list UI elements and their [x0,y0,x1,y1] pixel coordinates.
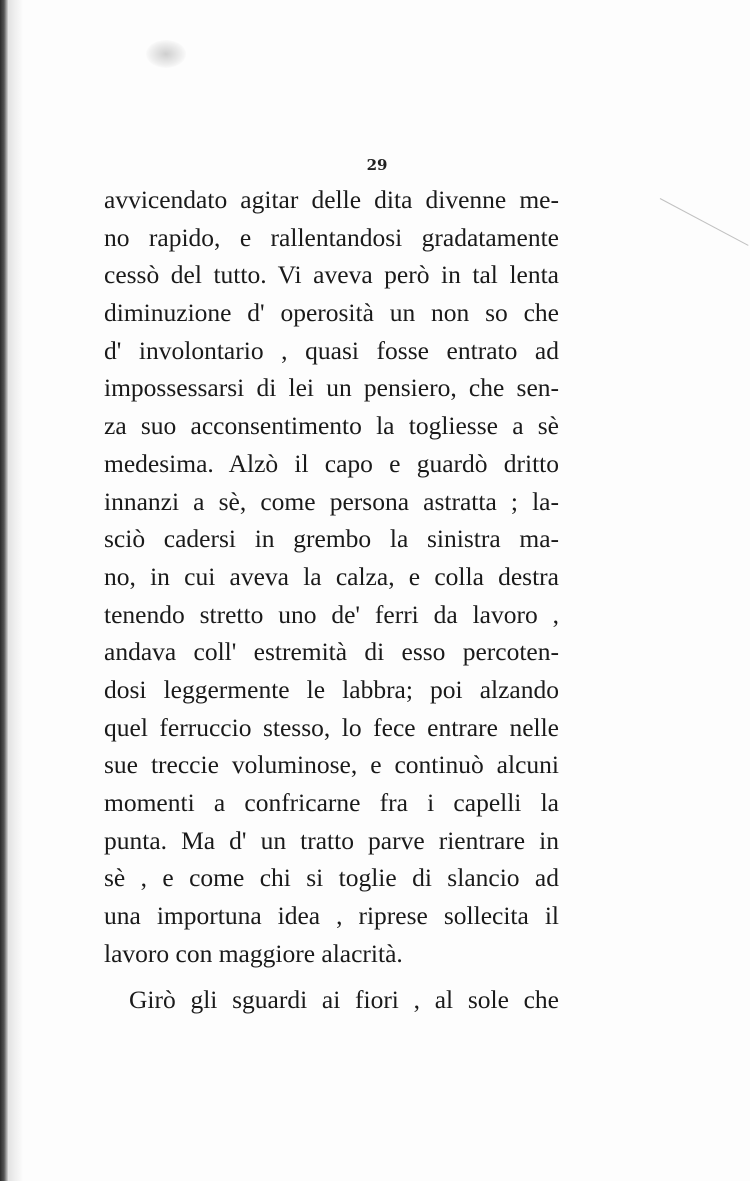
text-line: medesima. Alzò il capo e guardò dritto [104,448,559,478]
paragraph-end-line: lavoro con maggiore alacrità. [104,938,403,968]
text-line: una importuna idea , riprese sollecita il [104,901,559,931]
text-line: avvicendato agitar delle dita divenne me- [104,185,559,214]
text-line: za suo acconsentimento la togliesse a sè [104,411,559,441]
text-line: momenti a confricarne fra i capelli la [104,788,559,817]
text-line: sciò cadersi in grembo la sinistra ma- [104,524,559,554]
text-line: dosi leggermente le labbra; poi alzando [104,674,559,704]
text-line: quel ferruccio stesso, lo fece entrare nelle [104,712,559,742]
text-line: punta. Ma d' un tratto parve rientrare in [104,825,559,855]
text-line: sue treccie voluminose, e continuò alcuni [104,750,559,780]
text-line: diminuzione d' operosità un non so che [104,298,559,328]
paper-crease [660,198,749,246]
text-line: innanzi a sè, come persona astratta ; la- [104,486,559,516]
text-line: andava coll' estremità di esso percoten- [104,637,559,667]
text-line: sè , e come chi si toglie di slancio ad [104,863,559,893]
text-line: no rapido, e rallentandosi gradatamente [104,222,559,252]
body-text [104,181,559,1019]
book-spine [0,0,9,1181]
text-line: no, in cui aveva la calza, e colla destra [104,561,559,591]
text-line: tenendo stretto uno de' ferri da lavoro , [104,599,559,629]
text-line: d' involontario , quasi fosse entrato ad [104,335,559,365]
page-number: 29 [366,156,388,174]
ink-smudge [146,40,186,68]
new-paragraph-line: Girò gli sguardi ai fiori , al sole che [129,985,559,1015]
text-line: impossessarsi di lei un pensiero, che sen- [104,373,559,403]
spine-shadow [9,0,23,1181]
text-line: cessò del tutto. Vi aveva però in tal lenta [104,260,559,290]
